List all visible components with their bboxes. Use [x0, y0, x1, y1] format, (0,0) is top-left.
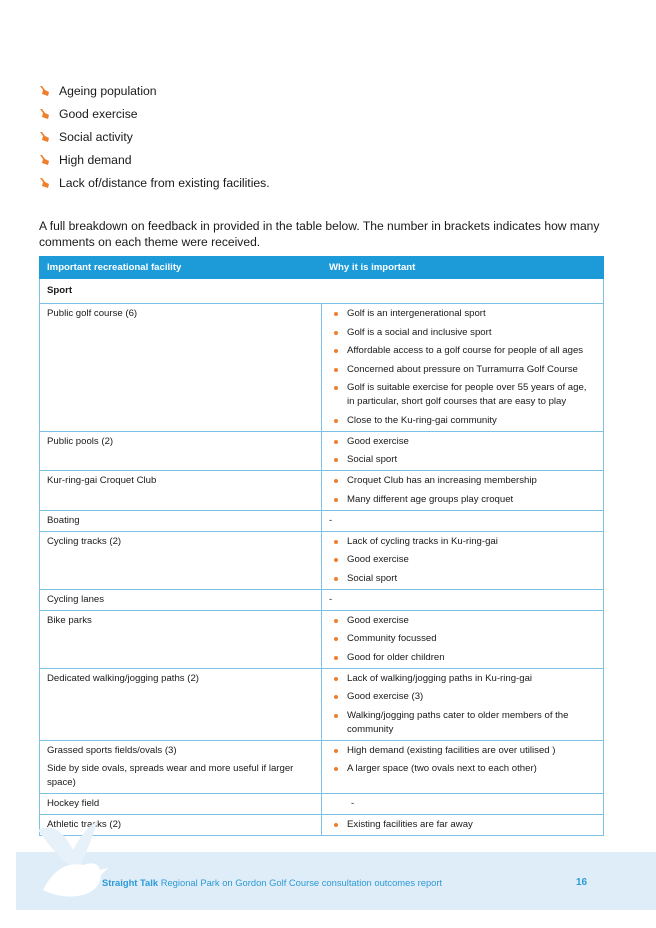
reason-item: Existing facilities are far away	[329, 818, 596, 832]
reason-item: Community focussed	[329, 632, 596, 646]
section-label: Sport	[40, 279, 604, 304]
reason-item: Close to the Ku-ring-gai community	[329, 414, 596, 428]
empty-reason-dash: -	[329, 593, 333, 605]
section-row	[40, 279, 604, 304]
facility-name: Athletic tracks (2)	[47, 818, 122, 830]
reasons-cell	[322, 610, 604, 668]
facility-cell	[40, 668, 322, 740]
table-row	[40, 589, 604, 610]
footer-text	[102, 877, 442, 888]
pointing-hand-icon	[38, 85, 50, 97]
reasons-cell	[322, 431, 604, 471]
reasons-cell	[322, 740, 604, 793]
header-facility: Important recreational facility	[40, 257, 322, 279]
reason-item: Walking/jogging paths cater to older members of the community	[329, 709, 596, 737]
table-row	[40, 610, 604, 668]
facility-name: Grassed sports fields/ovals (3)	[47, 744, 177, 756]
bullet-text: Lack of/distance from existing facilities.	[59, 175, 270, 190]
bullet-item	[38, 148, 270, 171]
reason-item: Social sport	[329, 572, 596, 586]
reasons-cell	[322, 668, 604, 740]
pointing-hand-icon	[38, 131, 50, 143]
reason-item: Lack of cycling tracks in Ku-ring-gai	[329, 535, 596, 549]
reason-list	[329, 307, 596, 428]
reason-item: Good exercise	[329, 614, 596, 628]
facility-name: Dedicated walking/jogging paths (2)	[47, 672, 199, 684]
empty-reason-dash: -	[329, 514, 333, 526]
reason-item: Lack of walking/jogging paths in Ku-ring-gai	[329, 672, 596, 686]
reason-item: Croquet Club has an increasing membership	[329, 474, 596, 488]
reason-item: Good exercise (3)	[329, 690, 596, 704]
bullet-text: Good exercise	[59, 106, 138, 121]
reason-item: High demand (existing facilities are over utilised )	[329, 744, 596, 758]
reasons-cell	[322, 814, 604, 835]
page-number: 16	[576, 877, 588, 888]
intro-bullet-list	[38, 79, 270, 194]
bullet-item	[38, 171, 270, 194]
facility-cell	[40, 589, 322, 610]
reason-item: Many different age groups play croquet	[329, 493, 596, 507]
facility-note: Side by side ovals, spreads wear and more useful if larger space)	[47, 762, 294, 788]
table-row	[40, 740, 604, 793]
reasons-cell	[322, 471, 604, 511]
table-row	[40, 668, 604, 740]
intro-paragraph: A full breakdown on feedback in provided in the table below. The number in brackets indicates how many comments on each theme were received.	[39, 219, 600, 249]
reason-item: Good for older children	[329, 651, 596, 665]
bullet-item	[38, 125, 270, 148]
facility-name: Public golf course (6)	[47, 308, 138, 319]
facility-name: Cycling lanes	[47, 593, 105, 605]
footer-brand: Straight Talk	[102, 877, 159, 888]
facility-cell	[40, 740, 322, 793]
reason-item: Good exercise	[329, 435, 596, 449]
reason-item: Social sport	[329, 453, 596, 467]
table-row	[40, 531, 604, 589]
reason-list	[329, 435, 596, 468]
pointing-hand-icon	[38, 177, 50, 189]
reason-item: Affordable access to a golf course for people of all ages	[329, 344, 596, 358]
table-row	[40, 304, 604, 432]
reasons-cell	[322, 510, 604, 531]
header-why: Why it is important	[322, 257, 604, 279]
reasons-cell	[322, 589, 604, 610]
reason-list	[329, 474, 596, 507]
table-header-row	[40, 257, 604, 279]
bird-icon	[28, 790, 138, 910]
facility-cell	[40, 610, 322, 668]
reason-list	[329, 672, 596, 737]
pointing-hand-icon	[38, 108, 50, 120]
facility-cell	[40, 471, 322, 511]
reason-list	[329, 535, 596, 586]
reason-item: A larger space (two ovals next to each other)	[329, 762, 596, 776]
empty-reason-dash: -	[351, 797, 355, 809]
facility-name: Kur-ring-gai Croquet Club	[47, 475, 157, 486]
facility-name: Bike parks	[47, 614, 92, 626]
reasons-cell	[322, 793, 604, 814]
reason-item: Golf is suitable exercise for people over 55 years of age, in particular, short golf courses that are easy to play	[329, 381, 596, 409]
facility-cell	[40, 531, 322, 589]
reasons-cell	[322, 304, 604, 432]
facility-cell	[40, 510, 322, 531]
reason-list	[329, 818, 596, 832]
table-row	[40, 431, 604, 471]
facility-cell	[40, 431, 322, 471]
facility-cell	[40, 304, 322, 432]
table-row	[40, 510, 604, 531]
reason-item: Concerned about pressure on Turramurra Golf Course	[329, 363, 596, 377]
reason-item: Good exercise	[329, 553, 596, 567]
pointing-hand-icon	[38, 154, 50, 166]
footer-title: Regional Park on Gordon Golf Course consultation outcomes report	[160, 877, 443, 888]
facility-name: Public pools (2)	[47, 435, 114, 447]
facility-name: Cycling tracks (2)	[47, 535, 122, 547]
reason-item: Golf is a social and inclusive sport	[329, 326, 596, 340]
bullet-item	[38, 79, 270, 102]
facility-name: Boating	[47, 514, 80, 526]
feedback-table	[39, 256, 604, 836]
table-row	[40, 471, 604, 511]
reasons-cell	[322, 531, 604, 589]
bullet-item	[38, 102, 270, 125]
bullet-text: Ageing population	[59, 83, 157, 98]
reason-item: Golf is an intergenerational sport	[329, 307, 596, 321]
bullet-text: Social activity	[59, 129, 133, 144]
facility-name: Hockey field	[47, 797, 100, 809]
reason-list	[329, 614, 596, 665]
reason-list	[329, 744, 596, 777]
bullet-text: High demand	[59, 152, 132, 167]
